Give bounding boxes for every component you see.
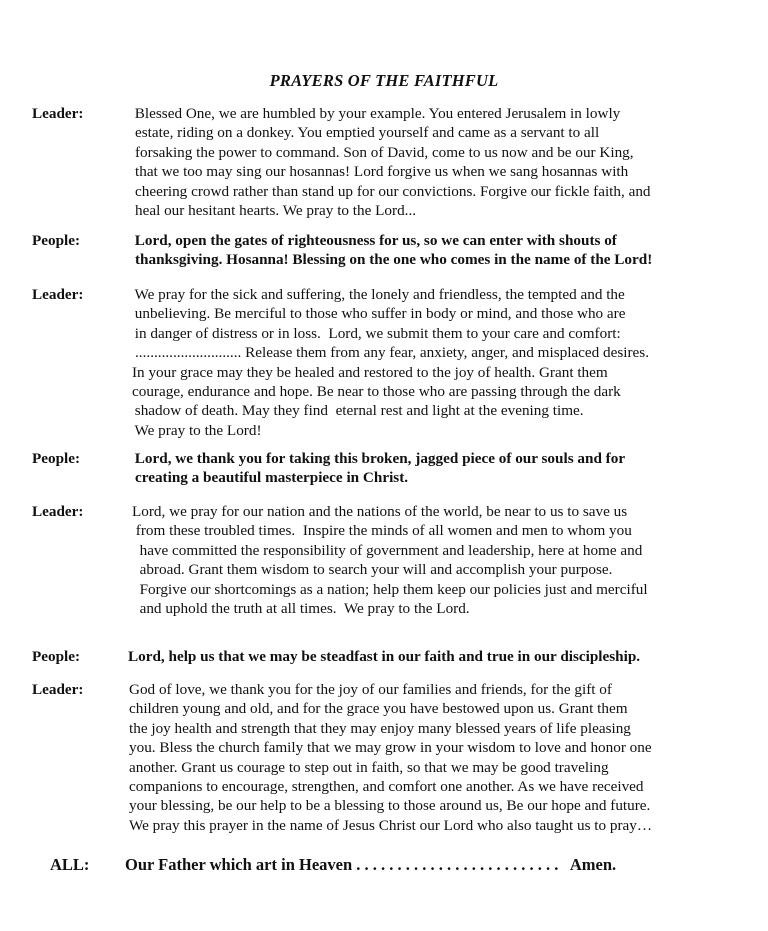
speaker-label: People: [32,450,81,467]
text-line: that we too may sing our hosannas! Lord forgive us when we sang hosannas with [135,163,629,181]
text-line: unbelieving. Be merciful to those who suffer in body or mind, and those who are [131,305,626,323]
text-line: We pray to the Lord! [131,421,262,439]
speaker-label: Leader: [32,105,84,122]
text-line: God of love, we thank you for the joy of our families and friends, for the gift of [129,681,612,698]
text-line: courage, endurance and hope. Be near to those who are passing through the dark [132,383,621,401]
text-line: your blessing, be our help to be a blessing to those around us, Be our hope and future. [129,797,651,815]
speaker-label: ALL: [50,855,90,874]
text-line: We pray this prayer in the name of Jesus Christ our Lord who also taught us to pray… [129,816,653,834]
text-line: Lord, help us that we may be steadfast in our faith and true in our discipleship. [128,648,641,665]
prayer-text [131,449,625,488]
text-line: abroad. Grant them wisdom to search your will and accomplish your purpose. [132,561,613,579]
speaker-label: People: [32,232,81,249]
prayer-text [131,231,652,270]
text-line: another. Grant us courage to step out in faith, so that we may be good traveling [129,758,609,776]
text-line: children young and old, and for the grace you have bestowed upon us. Grant them [129,700,628,718]
prayer-text [131,285,649,440]
text-line: companions to encourage, strengthen, and comfort one another. As we have received [129,778,644,796]
text-line: In your grace may they be healed and restored to the joy of health. Grant them [132,363,608,381]
text-line: We pray for the sick and suffering, the lonely and friendless, the tempted and the [131,286,625,303]
text-line: heal our hesitant hearts. We pray to the Lord... [135,202,417,220]
text-line: thanksgiving. Hosanna! Blessing on the one who comes in the name of the Lord! [135,251,653,269]
text-line: ............................ Release them from any fear, anxiety, anger, and misplaced desires. [135,344,650,362]
text-line: Forgive our shortcomings as a nation; help them keep our policies just and merciful [132,580,648,598]
speaker-label: Leader: [32,286,84,303]
prayer-text [132,502,648,618]
text-line: shadow of death. May they find eternal rest and light at the evening time. [131,402,584,420]
text-line: Our Father which art in Heaven . . . . . . . . . . . . . . . . . . . . . . . . . Amen. [125,855,617,874]
text-line: creating a beautiful masterpiece in Christ. [135,469,409,487]
prayer-text [125,855,616,874]
text-line: in danger of distress or in loss. Lord, we submit them to your care and comfort: [131,324,621,342]
speaker-label: Leader: [32,503,84,520]
text-line: Lord, we thank you for taking this broken, jagged piece of our souls and for [131,450,626,467]
text-line: Lord, we pray for our nation and the nations of the world, be near to us to save us [132,503,628,520]
text-line: estate, riding on a donkey. You emptied yourself and came as a servant to all [135,124,600,142]
prayer-text [129,680,652,835]
text-line: Lord, open the gates of righteousness for us, so we can enter with shouts of [131,232,617,249]
prayer-text [128,647,640,666]
text-line: and uphold the truth at all times. We pray to the Lord. [132,600,470,618]
text-line: have committed the responsibility of government and leadership, here at home and [132,541,643,559]
speaker-label: Leader: [32,681,84,698]
text-line: cheering crowd rather than stand up for our convictions. Forgive our fickle faith, and [135,182,651,200]
text-line: the joy health and strength that they may enjoy many blessed years of life pleasing [129,719,631,737]
text-line: Blessed One, we are humbled by your example. You entered Jerusalem in lowly [131,105,621,122]
page-title: PRAYERS OF THE FAITHFUL [269,71,499,90]
text-line: from these troubled times. Inspire the minds of all women and men to whom you [132,522,632,540]
prayer-text [131,104,651,220]
text-line: forsaking the power to command. Son of David, come to us now and be our King, [135,143,634,161]
speaker-label: People: [32,648,81,665]
text-line: you. Bless the church family that we may grow in your wisdom to love and honor one [129,739,652,757]
